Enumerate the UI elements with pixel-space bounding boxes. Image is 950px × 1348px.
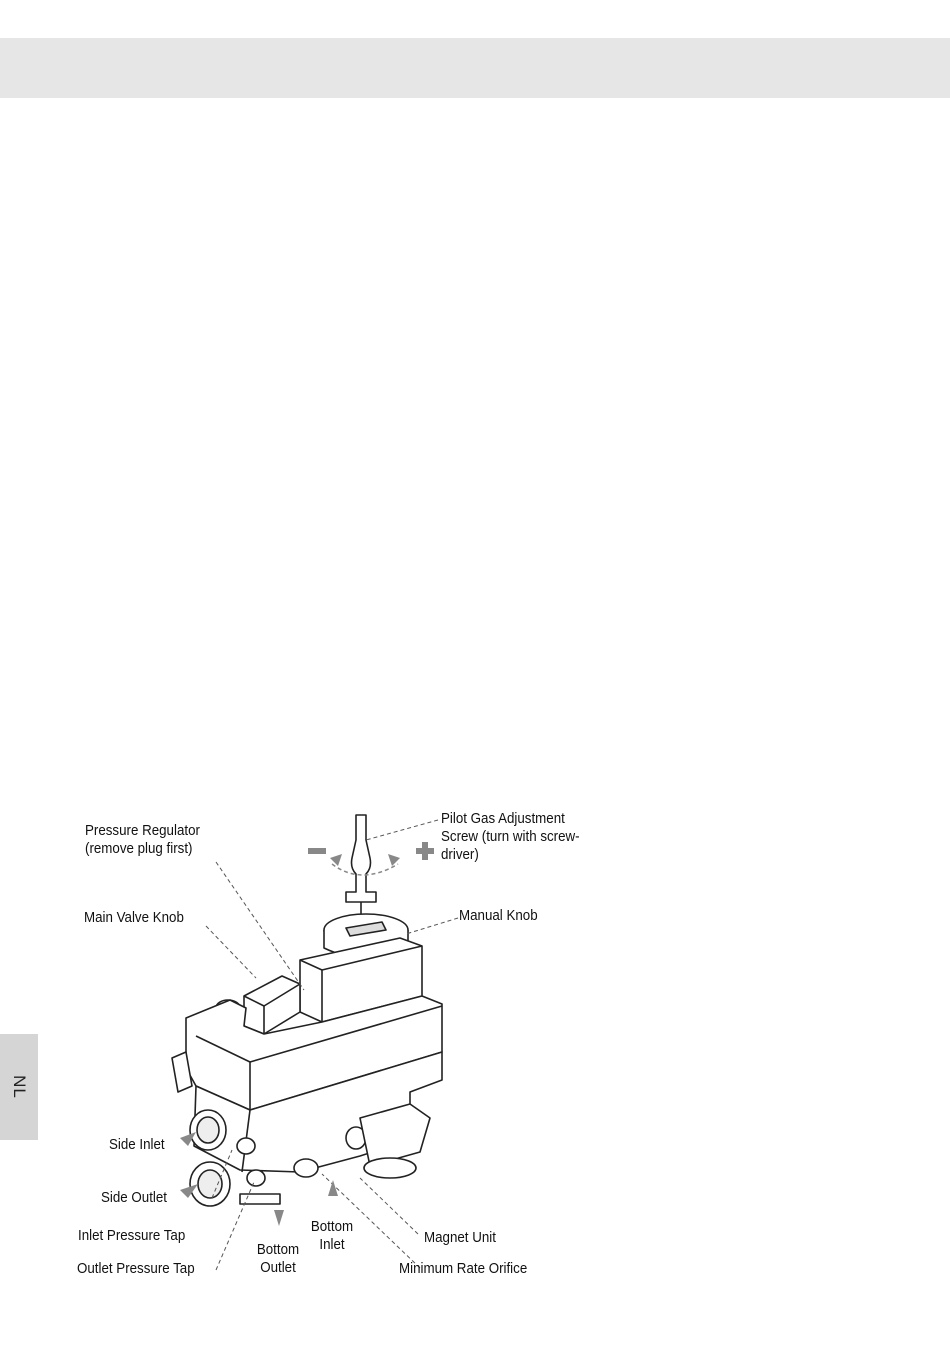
main-valve-knob-shape	[244, 976, 300, 1034]
label-side-inlet: Side Inlet	[109, 1137, 165, 1153]
label-bottom-inlet	[310, 1218, 354, 1254]
pressure-regulator-line1: Pressure Regulator	[85, 823, 200, 839]
bottom-inlet-line1: Bottom	[310, 1219, 354, 1235]
pilot-gas-screw-line2: Screw (turn with screw-	[441, 829, 580, 845]
language-tab-label: NL	[10, 1075, 29, 1099]
label-outlet-pressure-tap: Outlet Pressure Tap	[77, 1261, 195, 1277]
label-main-valve-knob: Main Valve Knob	[84, 910, 184, 926]
label-inlet-pressure-tap: Inlet Pressure Tap	[78, 1228, 186, 1244]
screwdriver	[346, 815, 376, 902]
gas-valve-illustration	[60, 800, 600, 1290]
pilot-gas-screw-line1: Pilot Gas Adjustment	[441, 811, 565, 827]
label-minimum-rate-orifice: Minimum Rate Orifice	[399, 1261, 528, 1277]
label-pressure-regulator	[85, 822, 200, 858]
gas-valve-figure	[60, 800, 600, 1290]
bottom-outlet-line1: Bottom	[256, 1242, 300, 1258]
pressure-regulator-line2: (remove plug first)	[85, 841, 193, 857]
label-pilot-gas-screw	[441, 810, 580, 864]
label-magnet-unit: Magnet Unit	[424, 1230, 496, 1246]
label-side-outlet: Side Outlet	[101, 1190, 168, 1206]
language-tab[interactable]	[0, 1034, 38, 1140]
bottom-outlet-line2: Outlet	[260, 1260, 296, 1276]
pilot-gas-screw-line3: driver)	[441, 847, 479, 863]
bottom-inlet-line2: Inlet	[319, 1237, 345, 1253]
label-manual-knob: Manual Knob	[459, 908, 538, 924]
header-band	[0, 38, 950, 98]
label-bottom-outlet	[256, 1241, 300, 1277]
